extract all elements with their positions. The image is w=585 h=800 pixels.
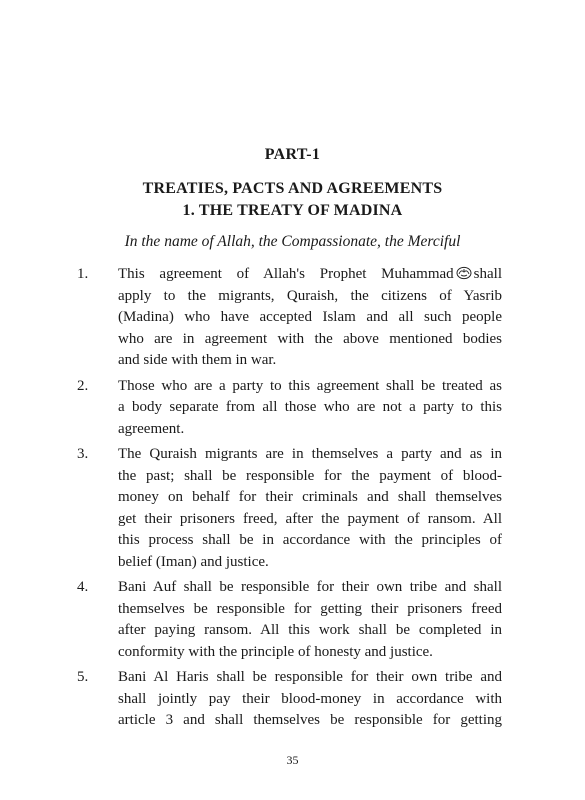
article-line <box>118 264 502 286</box>
article-line: agreement. <box>118 420 185 437</box>
article-number: 2. <box>77 377 89 394</box>
part-title: PART-1 <box>264 146 321 163</box>
article-number: 3. <box>77 446 89 462</box>
article-item-2 <box>0 376 585 441</box>
article-item-5 <box>0 667 585 732</box>
article-line: after paying ransom. All this work shall be completed in <box>118 622 502 638</box>
article-line: and side with them in war. <box>118 352 277 368</box>
article-item-1 <box>0 264 585 372</box>
article-number: 5. <box>77 669 89 685</box>
page-number: 35 <box>286 753 299 767</box>
article-item-3 <box>0 444 585 573</box>
article-line-end: shall <box>473 266 502 282</box>
article-line: themselves be responsible for getting their prisoners freed <box>118 600 502 617</box>
article-text <box>118 577 502 663</box>
article-line: get their prisoners freed, after the payment of ransom. All <box>118 510 502 527</box>
treaty-heading: 1. THE TREATY OF MADINA <box>182 202 403 219</box>
article-line: Those who are a party to this agreement shall be treated as <box>118 377 502 394</box>
article-line: this process shall be in accordance with the principles of <box>118 532 502 548</box>
article-list <box>0 264 585 736</box>
article-line: article 3 and shall themselves be responsible for getting <box>118 712 502 728</box>
article-item-4 <box>0 577 585 663</box>
salutation-seal-icon <box>456 266 472 280</box>
article-line: a body separate from all those who are not a party to this <box>118 399 502 415</box>
article-line: The Quraish migrants are in themselves a party and as in <box>118 446 502 462</box>
article-text <box>118 376 502 441</box>
article-text <box>118 264 502 372</box>
article-number: 1. <box>77 266 89 282</box>
article-line: Bani Auf shall be responsible for their own tribe and shall <box>118 579 502 595</box>
section-heading: TREATIES, PACTS AND AGREEMENTS <box>142 180 443 197</box>
article-text <box>118 444 502 573</box>
article-text <box>118 667 502 732</box>
article-line: belief (Iman) and justice. <box>118 553 269 570</box>
article-line: money on behalf for their criminals and shall themselves <box>118 489 502 505</box>
article-line: apply to the migrants, Quraish, the citizens of Yasrib <box>118 287 502 304</box>
article-line: who are in agreement with the above mentioned bodies <box>118 330 502 347</box>
article-number: 4. <box>77 579 89 595</box>
article-line: conformity with the principle of honesty and justice. <box>118 643 433 660</box>
invocation-line: In the name of Allah, the Compassionate, the Merciful <box>124 233 461 250</box>
article-line: Bani Al Haris shall be responsible for their own tribe and <box>118 669 502 685</box>
article-line: shall jointly pay their blood-money in accordance with <box>118 690 502 707</box>
article-line: (Madina) who have accepted Islam and all such people <box>118 309 502 325</box>
article-line: the past; shall be responsible for the payment of blood- <box>118 467 502 484</box>
article-line-start: This agreement of Allah's Prophet Muhammad <box>118 266 454 282</box>
